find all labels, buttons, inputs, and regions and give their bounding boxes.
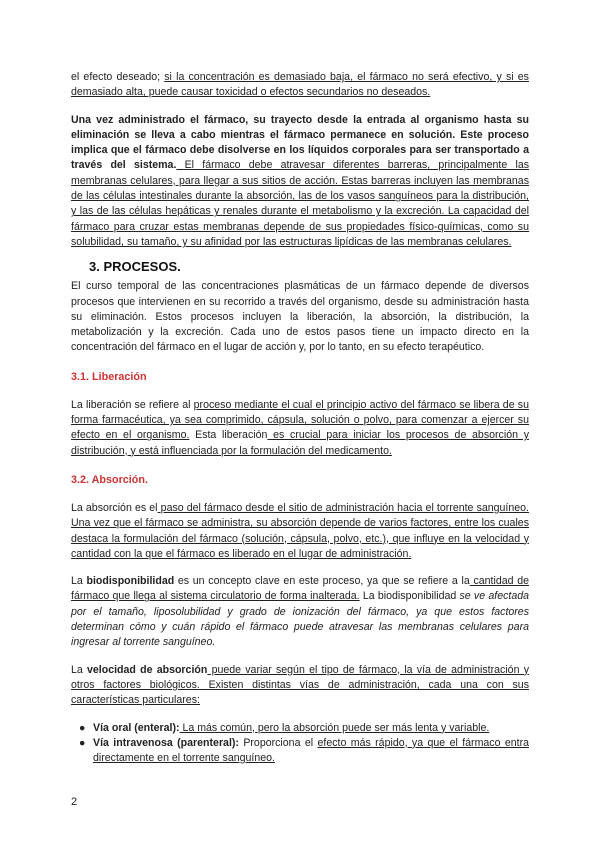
underlined-text: efecto más rápido, ya que el fármaco entra directamente en el torrente sanguíneo. — [93, 736, 530, 765]
underlined-text: El fármaco debe atravesar diferentes barreras, principalmente las membranas celulares, para llegar a sus sitios de acción. Estas barreras incluyen las membranas de las células intestinales durante la absorción, las de los vasos sanguíneos para la distribución, y las de las células hepáticas y renales durante el metabolismo y la excreción. La capacidad del fármaco para cruzar estas membranas depende de sus propiedades físico-químicas, como su solubilidad, su tamaño, y su afinidad por las estructuras lipídicas de las membranas celulares. — [71, 159, 530, 248]
bold-text: Una vez administrado el fármaco, su trayecto desde la entrada al organismo hasta su eliminación se lleva a cabo mientras el fármaco permanece en solución. Este proceso implica que el fármaco debe disolverse en los líquidos corporales para ser transportado a través del sistema. — [71, 113, 529, 172]
paragraph-solution — [71, 113, 529, 251]
subsection-heading-absorcion: 3.2. Absorción. — [71, 473, 148, 486]
paragraph-liberacion: La liberación se refiere al proceso mediante el cual el principio activo del fármaco se libera de su forma farmacéutica, ya sea comprimido, cápsula, solución o polvo, para comenzar a ejercer su efecto en el organismo. Esta liberación es crucial para iniciar los procesos de absorción y distribución, y está influenciada por la formulación del medicamento. — [71, 398, 529, 457]
underlined-text: es crucial para iniciar los procesos de absorción y distribución, y está influenciada por la formulación del medicamento. — [71, 429, 529, 457]
paragraph-biodisponibilidad: La biodisponibilidad es un concepto clave en este proceso, ya que se refiere a la cantidad de fármaco que llega al sistema circulatorio de forma inalterada. La biodisponibilidad se ve afectada por el tamaño, liposolubilidad y grado de ionización del fármaco, ya que estos factores determinan cómo y cuán rápido el fármaco puede atravesar las membranas celulares para ingresar al torrente sanguíneo. — [71, 575, 530, 649]
page-number: 2 — [71, 796, 78, 808]
underlined-text: puede variar según el tipo de fármaco, la vía de administración y otros factores biológicos. — [71, 663, 529, 691]
section-heading-procesos: 3. PROCESOS. — [89, 259, 181, 275]
list-item: ● Vía oral (enteral): La más común, pero la absorción puede ser más lenta y variable. — [93, 721, 529, 736]
subsection-heading-liberacion: 3.1. Liberación — [71, 370, 147, 383]
underlined-text: Existen distintas vías de administración, cada una con sus características particulares: — [71, 678, 529, 707]
bullet-list-vias — [71, 721, 529, 767]
italic-text: se ve afectada por el tamaño, liposolubilidad y grado de ionización del fármaco, ya que estos factores determinan cómo y cuán rápido el fármaco puede atravesar las membranas celulares para ingresar al torrente sanguíneo. — [71, 590, 530, 649]
underlined-text: si la concentración es demasiado baja, el fármaco no será efectivo, y si es demasiado alta, puede causar toxicidad o efectos secundarios no deseados. — [71, 71, 529, 99]
paragraph-absorcion: La absorción es el paso del fármaco desde el sitio de administración hacia el torrente sanguíneo. Una vez que el fármaco se administra, su absorción depende de varios factores, entre los cuales destaca la formulación del fármaco (solución, cápsula, polvo, etc.), que influye en la velocidad y cantidad con la que el fármaco es liberado en el lugar de administración. — [71, 501, 529, 560]
paragraph-continuation: el efecto deseado; si la concentración es demasiado baja, el fármaco no será efectivo, y si es demasiado alta, puede causar toxicidad o efectos secundarios no deseados. — [71, 71, 529, 99]
bullet-icon: ● — [79, 721, 86, 734]
list-item: ● Vía intravenosa (parenteral): Proporciona el efecto más rápido, ya que el fármaco entra directamente en el torrente sanguíneo. — [79, 736, 530, 765]
underlined-text: paso del fármaco desde el sitio de administración hacia el torrente sanguíneo. Una vez que el fármaco se administra, su absorción depende de varios factores, entre los cuales destaca la formulación del fármaco (solución, cápsula, polvo, etc.), que influye en la velocidad y cantidad con la que el fármaco es liberado en el lugar de administración. — [71, 501, 529, 560]
underlined-text: proceso mediante el cual el principio activo del fármaco se libera de su forma farmacéutica, ya sea comprimido, cápsula, solución o polvo, para comenzar a ejercer su efecto en el organismo. — [71, 398, 529, 442]
bullet-icon: ● — [79, 736, 86, 749]
bold-term: velocidad de absorción — [87, 663, 208, 676]
underlined-text: La más común, pero la absorción puede ser más lenta y variable. — [179, 721, 490, 734]
document-page — [71, 70, 529, 766]
underlined-text: cantidad de fármaco que llega al sistema circulatorio de forma inalterada. — [71, 575, 529, 603]
paragraph-velocidad: La velocidad de absorción puede variar según el tipo de fármaco, la vía de administración y otros factores biológicos. Existen distintas vías de administración, cada una con sus características particulares: — [71, 663, 529, 707]
paragraph-procesos-intro: El curso temporal de las concentraciones plasmáticas de un fármaco depende de diversos procesos que intervienen en su recorrido a través del organismo, desde su administración hasta su eliminación. Estos procesos incluyen la liberación, la absorción, la distribución, la metabolización y la excreción. Cada uno de estos pasos tiene un impacto directo en la concentración del fármaco en el lugar de acción y, por lo tanto, en su efecto terapéutico. — [71, 280, 529, 354]
bold-term: biodisponibilidad — [86, 575, 175, 588]
